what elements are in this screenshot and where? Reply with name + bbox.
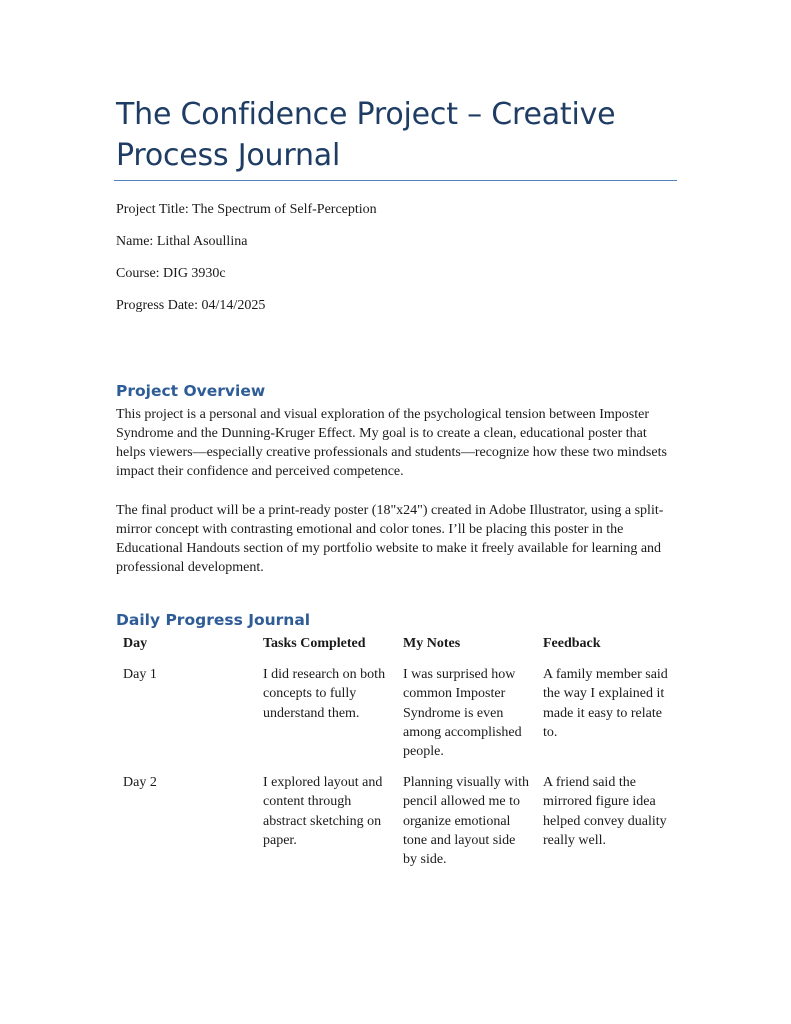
feedback-cell: A friend said the mirrored figure idea helped convey duality really well. <box>543 775 667 848</box>
table-header-row <box>116 634 677 653</box>
overview-paragraph-2: The final product will be a print-ready poster (18"x24") created in Adobe Illustrator, using a split-mirror concept with contrasting emotional and color tones. I’ll be placing this poster in the Educational Handouts section of my portfolio website to make it freely available for learning and professional development. <box>116 503 664 575</box>
overview-paragraph-1: This project is a personal and visual exploration of the psychological tension between Imposter Syndrome and the Dunning-Kruger Effect. My goal is to create a clean, educational poster that helps viewers—especially creative professionals and students—recognize how these two mindsets impact their confidence and perceived competence. <box>116 407 667 479</box>
notes-cell: Planning visually with pencil allowed me to organize emotional tone and layout side by side. <box>403 775 529 868</box>
project-title-line: Project Title: The Spectrum of Self-Perception <box>116 202 377 217</box>
column-header-day: Day <box>123 636 148 651</box>
feedback-cell: A family member said the way I explained it made it easy to relate to. <box>543 667 668 740</box>
title-underline-divider <box>114 180 677 181</box>
document-title: The Confidence Project – Creative Process Journal <box>116 97 616 173</box>
project-overview-heading: Project Overview <box>116 382 266 400</box>
tasks-cell: I did research on both concepts to fully understand them. <box>263 667 386 721</box>
tasks-cell: I explored layout and content through abstract sketching on paper. <box>263 775 383 848</box>
table-row <box>116 665 677 761</box>
progress-date-line: Progress Date: 04/14/2025 <box>116 298 266 313</box>
daily-progress-journal-heading: Daily Progress Journal <box>116 611 311 629</box>
day-cell: Day 1 <box>123 667 157 683</box>
column-header-notes: My Notes <box>403 636 461 651</box>
course-line: Course: DIG 3930c <box>116 266 226 281</box>
day-cell: Day 2 <box>123 775 157 791</box>
table-row <box>116 773 677 869</box>
progress-journal-table <box>116 634 677 869</box>
column-header-feedback: Feedback <box>543 636 601 651</box>
notes-cell: I was surprised how common Imposter Syndrome is even among accomplished people. <box>403 667 522 760</box>
name-line: Name: Lithal Asoullina <box>116 234 248 249</box>
column-header-tasks: Tasks Completed <box>263 636 366 651</box>
